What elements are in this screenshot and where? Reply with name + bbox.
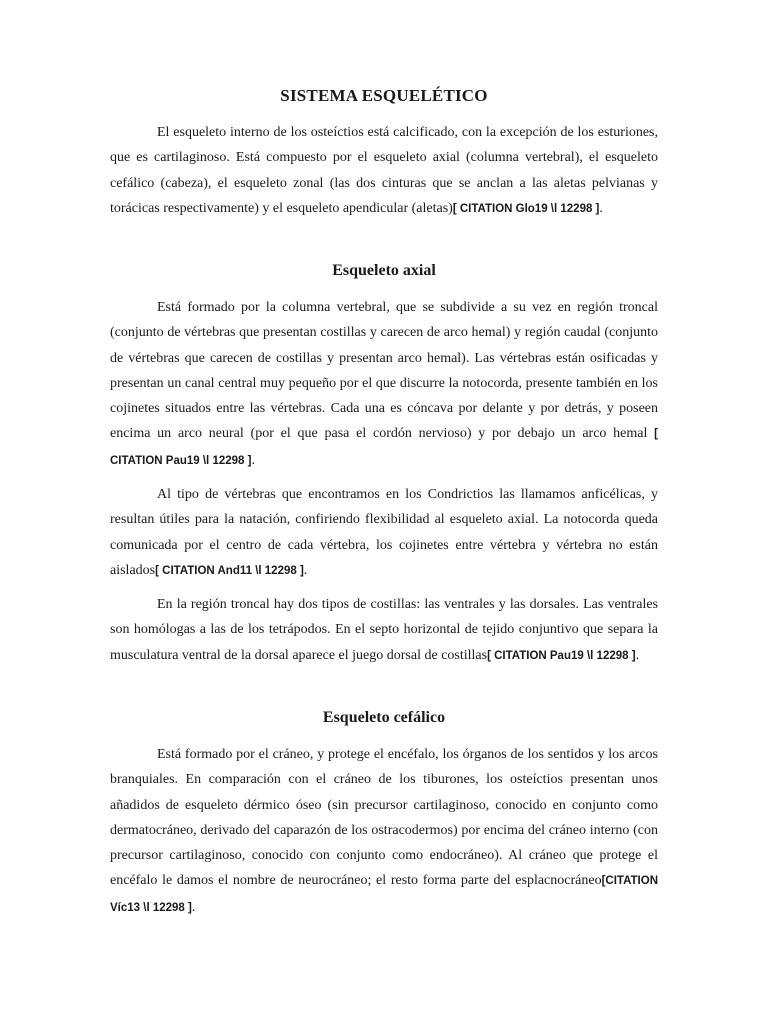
paragraph-text: Está formado por el cráneo, y protege el encéfalo, los órganos de los sentidos y los arcos branquiales. En comparación con el cráneo de los tiburones, los osteíctios presentan unos añadidos de esqueleto dérmico óseo (sin precursor cartilaginoso, conocido en conjunto como dermatocráneo, derivado del caparazón de los ostracodermos) por encima del cráneo interno (con precursor cartilaginoso, conocido con conjunto como endocráneo). Al cráneo que protege el encéfalo le damos el nombre de neurocráneo; el resto forma parte del esplacnocráneo	[110, 747, 658, 889]
paragraph-text: Está formado por la columna vertebral, que se subdivide a su vez en región troncal (conjunto de vértebras que presentan costillas y carecen de arco hemal) y región caudal (conjunto de vértebras que carecen de costillas y presentan arco hemal). Las vértebras están osificadas y presentan un canal central muy pequeño por el que discurre la notocorda, presente también en los cojinetes situados entre las vértebras. Cada una es cóncava por delante y por detrás, y poseen encima un arco neural (por el que pasa el cordón nervioso) y por debajo un arco hemal	[110, 300, 658, 442]
citation: [ CITATION Pau19 \l 12298 ]	[487, 649, 636, 662]
paragraph	[110, 120, 658, 222]
section-heading-cefalico: Esqueleto cefálico	[322, 709, 446, 726]
paragraph-end: .	[191, 899, 196, 915]
paragraph-text: En la región troncal hay dos tipos de costillas: las ventrales y las dorsales. Las ventrales son homólogas a las de los tetrápodos. En el septo horizontal de tejido conjuntivo que separa la musculatura ventral de la dorsal aparece el juego dorsal de costillas	[110, 597, 658, 663]
section-heading-axial: Esqueleto axial	[332, 262, 436, 279]
paragraph	[110, 742, 658, 921]
paragraph-end: .	[251, 452, 255, 468]
paragraph	[110, 295, 658, 474]
citation: [ CITATION And11 \l 12298 ]	[155, 564, 304, 577]
paragraph	[110, 592, 658, 669]
paragraph-end: .	[635, 647, 640, 663]
paragraph-text: El esqueleto interno de los osteíctios está calcificado, con la excepción de los esturiones, que es cartilaginoso. Está compuesto por el esqueleto axial (columna vertebral), el esqueleto cefálico (cabeza), el esqueleto zonal (las dos cinturas que se anclan a las aletas pelvianas y torácicas respectivamente) y el esqueleto apendicular (aletas)	[110, 125, 658, 216]
paragraph-text: Al tipo de vértebras que encontramos en los Condrictios las llamamos anficélicas, y resultan útiles para la natación, confiriendo flexibilidad al esqueleto axial. La notocorda queda comunicada por el centro de cada vértebra, los cojinetes entre vértebra y vértebra no están aislados	[110, 487, 658, 578]
document-title: SISTEMA ESQUELÉTICO	[280, 86, 488, 105]
paragraph-end: .	[303, 562, 308, 578]
paragraph	[110, 482, 658, 584]
paragraph-end: .	[599, 200, 603, 216]
citation: [ CITATION Pau19 \l 12298 ]	[110, 428, 658, 467]
citation: [CITATION Víc13 \l 12298 ]	[110, 875, 658, 914]
citation: [ CITATION Glo19 \l 12298 ]	[452, 202, 600, 215]
